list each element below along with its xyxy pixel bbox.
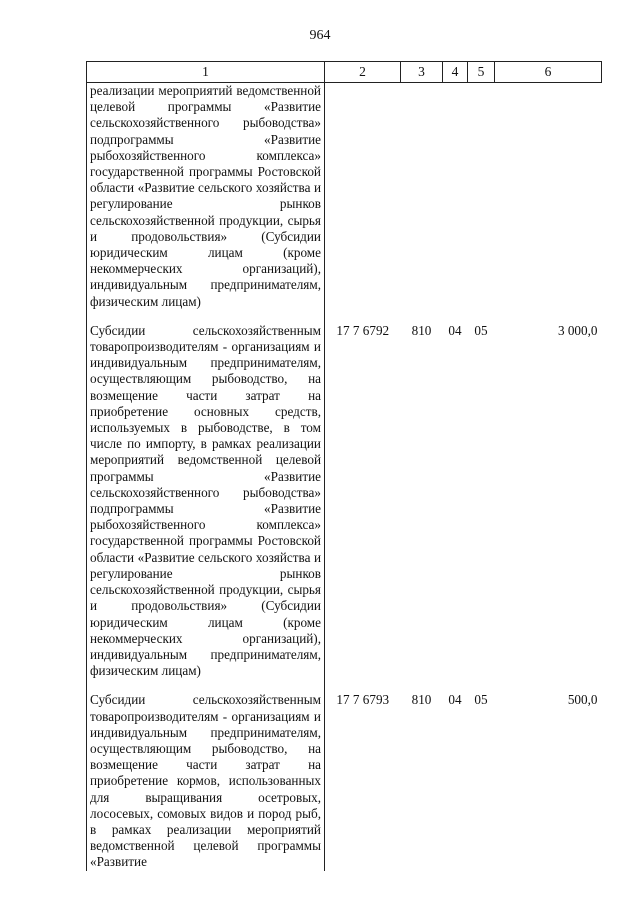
header-col-5: 5	[468, 62, 495, 83]
table-row	[87, 692, 602, 870]
page-number: 964	[309, 28, 331, 43]
row-target-article: 17 7 6793	[336, 692, 390, 708]
row-amount: 500,0	[567, 692, 598, 708]
row-amount: 3 000,0	[557, 322, 598, 338]
row-expense-type: 810	[411, 322, 432, 338]
budget-table	[86, 61, 602, 871]
table-row	[87, 323, 602, 679]
row-spacer	[87, 679, 602, 692]
row-expense-type: 810	[411, 692, 432, 708]
row-section	[443, 83, 468, 310]
header-col-2: 2	[325, 62, 401, 83]
row-expense-type	[401, 83, 443, 310]
row-subsection: 05	[474, 692, 488, 708]
row-target-article	[325, 83, 401, 310]
row-section: 04	[448, 692, 462, 708]
row-amount	[495, 83, 602, 310]
row-section: 04	[448, 322, 462, 338]
row-subsection	[468, 83, 495, 310]
row-spacer	[87, 310, 602, 323]
row-target-article: 17 7 6792	[336, 322, 390, 338]
header-col-6: 6	[495, 62, 602, 83]
table-row	[87, 83, 602, 310]
row-subsection: 05	[474, 322, 488, 338]
header-col-1: 1	[87, 62, 325, 83]
header-row	[87, 62, 602, 83]
row-description: реализации мероприятий ведомственной целевой программы «Развитие сельскохозяйственного рыбоводства» подпрограммы «Развитие рыбохозяйственного комплекса» государственной программы Ростовской области «Развитие сельского хозяйства и регулирование рынков сельскохозяйственной продукции, сырья и продовольствия» (Субсидии юридическим лицам (кроме некоммерческих организаций), индивидуальным предпринимателям, физическим лицам)	[87, 83, 325, 310]
header-col-3: 3	[401, 62, 443, 83]
header-col-4: 4	[443, 62, 468, 83]
row-description: Субсидии сельскохозяйственным товаропроизводителям - организациям и индивидуальным предпринимателям, осуществляющим рыбоводство, на возмещение части затрат на приобретение основных средств, используемых в рыбоводстве, в том числе по импорту, в рамках реализации мероприятий ведомственной целевой программы «Развитие сельскохозяйственного рыбоводства» подпрограммы «Развитие рыбохозяйственного комплекса» государственной программы Ростовской области «Развитие сельского хозяйства и регулирование рынков сельскохозяйственной продукции, сырья и продовольствия» (Субсидии юридическим лицам (кроме некоммерческих организаций), индивидуальным предпринимателям, физическим лицам)	[87, 323, 325, 679]
row-description: Субсидии сельскохозяйственным товаропроизводителям - организациям и индивидуальным предпринимателям, осуществляющим рыбоводство, на возмещение части затрат на приобретение кормов, использованных для выращивания осетровых, лососевых, сомовых видов и пород рыб, в рамках реализации мероприятий ведомственной целевой программы «Развитие	[87, 692, 325, 870]
